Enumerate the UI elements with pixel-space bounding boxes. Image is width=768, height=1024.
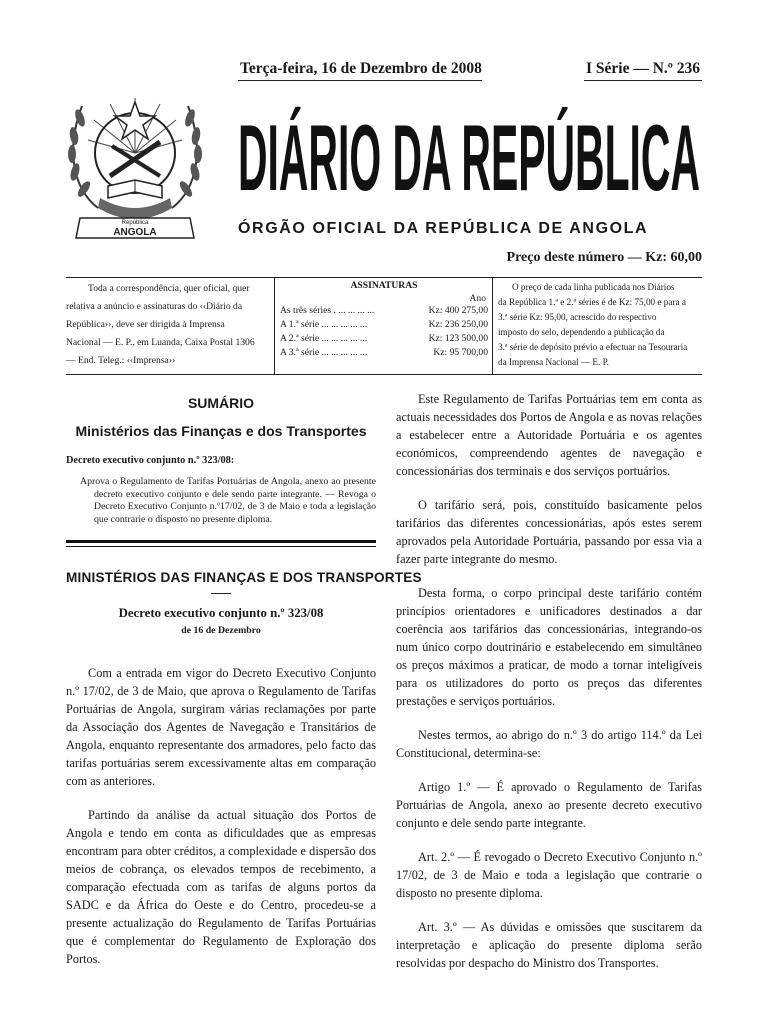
article-3: Art. 3.º — As dúvidas e omissões que suscitarem da interpretação e aplicação do presente diploma serão resolvidas por despacho do Ministro dos Transportes. <box>396 920 702 970</box>
line-price-notice <box>498 280 702 370</box>
subscription-row <box>280 304 488 318</box>
body-paragraph: Este Regulamento de Tarifas Portuárias tem em conta as actuais necessidades dos Portos de Angola e as novas relações a estabelecer entre a Autoridade Portuária e os agentes económicos, compreendendo agentes de navegação e concessionárias dos terminais e dos serviços portuários. <box>396 392 702 478</box>
issue-price: Preço deste número — Kz: 60,00 <box>506 250 702 265</box>
subscription-row <box>280 318 488 332</box>
article-1: Artigo 1.º — É aprovado o Regulamento de Tarifas Portuárias de Angola, anexo ao presente decreto executivo conjunto e dele sendo parte integrante. <box>396 780 702 830</box>
subscription-label: A 2.ª série ... ... ... ... ... <box>280 333 368 344</box>
subscriptions-title: ASSINATURAS <box>350 280 418 291</box>
body-paragraph: Nestes termos, ao abrigo do n.º 3 do artigo 114.º da Lei Constitucional, determina-se: <box>396 728 702 760</box>
correspondence-notice <box>66 280 272 370</box>
section-divider-thin <box>66 546 376 547</box>
info-box-divider <box>274 278 275 374</box>
ministries-heading: MINISTÉRIOS DAS FINANÇAS E DOS TRANSPORTES <box>66 570 422 585</box>
section-divider-thick <box>66 540 376 543</box>
subscription-price: Kz: 400 275,00 <box>428 305 488 316</box>
line-price-line: da República 1.ª e 2.ª séries é de Kz: 75,00 e para a <box>498 297 686 307</box>
subscription-price: Kz: 123 500,00 <box>428 333 488 344</box>
body-paragraph: O tarifário será, pois, constituído basicamente pelos tarifários das diferentes concessionárias, após estes serem aprovados pela Autoridade Portuária, passando por essa via a fazer parte integrante do mesmo. <box>396 498 702 566</box>
date-underline <box>238 80 482 81</box>
summary-heading: SUMÁRIO <box>187 395 255 411</box>
article-2: Art. 2.º — É revogado o Decreto Executivo Conjunto n.º 17/02, de 3 de Maio e toda a legislação que contrarie o disposto no presente diploma. <box>396 850 702 900</box>
subscription-label: A 1.ª série ... ... ... ... ... <box>280 319 368 330</box>
correspondence-line: relativa a anúncio e assinaturas do ‹‹Diário da <box>66 301 243 312</box>
info-box-divider <box>492 278 493 374</box>
line-price-line: 3.ª série de depósito prévio a efectuar na Tesouraria <box>498 342 688 352</box>
summary-description: Aprova o Regulamento de Tarifas Portuárias de Angola, anexo ao presente decreto executivo conjunto e dele sendo parte integrante. — Revoga o Decreto Executivo Conjunto n.º17/02, de 3 de Maio e toda a legislação que contrarie o disposto no presente diploma. <box>80 476 376 525</box>
subscription-label: A 3.ª série ... ... ... ... ... <box>280 347 368 358</box>
line-price-line: da Imprensa Nacional — E. P. <box>498 357 609 367</box>
correspondence-line: Toda a correspondência, quer oficial, quer <box>88 283 250 294</box>
subscription-label: As três séries . ... ... ... ... <box>280 305 375 316</box>
left-column <box>66 390 422 968</box>
info-box <box>66 277 702 375</box>
newspaper-title <box>238 104 708 204</box>
body-paragraph: Com a entrada em vigor do Decreto Executivo Conjunto n.º 17/02, de 3 de Maio, que aprova o Regulamento de Tarifas Portuárias de Angola, surgiram várias reclamações por parte da Associação dos Agentes de Navegação e Transitários de Angola, enquanto representante dos armadores, pelo facto das tarifas portuárias serem excessivamente altas em comparação com as anteriores. <box>66 666 376 789</box>
subscriptions-year-header: Ano <box>469 293 486 304</box>
summary-decree: Decreto executivo conjunto n.º 323/08: <box>66 455 235 466</box>
emblem-text-bottom: ANGOLA <box>113 227 157 238</box>
newspaper-title-text: DIÁRIO DA REPÚBLICA <box>238 105 700 204</box>
emblem-text-top: República <box>121 220 149 226</box>
line-price-line: imposto do selo, dependendo a publicação da <box>498 327 665 337</box>
issue-date: Terça-feira, 16 de Dezembro de 2008 <box>240 60 482 77</box>
subscription-price: Kz: 95 700,00 <box>433 347 488 358</box>
line-price-line: 3.ª série Kz: 95,00, acrescido do respectivo <box>498 312 657 322</box>
body-paragraph: Desta forma, o corpo principal deste tarifário contém princípios orientadores e unificadores destinados a dar coerência aos tarifários das concessionárias, integrando-os num único corpo doutrinário e estabelecendo em simultâneo os preços máximos a praticar, de modo a tornar inteligíveis para os utilizadores do porto os preços das diferentes prestações e serviços portuários. <box>396 586 702 708</box>
correspondence-line: — End. Teleg.: ‹‹Imprensa›› <box>66 355 176 366</box>
decree-date: de 16 de Dezembro <box>181 625 261 637</box>
body-paragraph: Partindo da análise da actual situação dos Portos de Angola e tendo em conta as dificuldades que as empresas encontram para obter créditos, a complexidade e dispersão dos meios de cobrança, os elevados tempos de recebimento, a comparação efectuada com as tarifas de alguns portos da SADC e da África do Oeste e do Centro, procedeu-se a presente actualização do Regulamento de Tarifas Portuárias que é complementar do Regulamento de Exploração dos Portos. <box>66 808 376 967</box>
right-column <box>396 390 702 972</box>
heading-dash <box>211 593 231 594</box>
angola-coat-of-arms-emblem <box>60 58 210 242</box>
issue-number: I Série — N.º 236 <box>586 60 701 77</box>
line-price-line: O preço de cada linha publicada nos Diários <box>512 282 675 292</box>
subscription-row <box>280 332 488 346</box>
subscription-price: Kz: 236 250,00 <box>428 319 488 330</box>
summary-ministries: Ministérios das Finanças e dos Transportes <box>75 423 367 439</box>
newspaper-subtitle: ÓRGÃO OFICIAL DA REPÚBLICA DE ANGOLA <box>238 220 649 237</box>
issue-number-underline <box>584 80 702 81</box>
correspondence-line: República››, deve ser dirigida à Imprensa <box>66 319 225 330</box>
correspondence-line: Nacional — E. P., em Luanda, Caixa Postal 1306 <box>66 337 255 348</box>
subscription-row <box>280 346 488 360</box>
decree-title: Decreto executivo conjunto n.º 323/08 <box>118 606 324 621</box>
subscriptions-table <box>280 280 488 360</box>
